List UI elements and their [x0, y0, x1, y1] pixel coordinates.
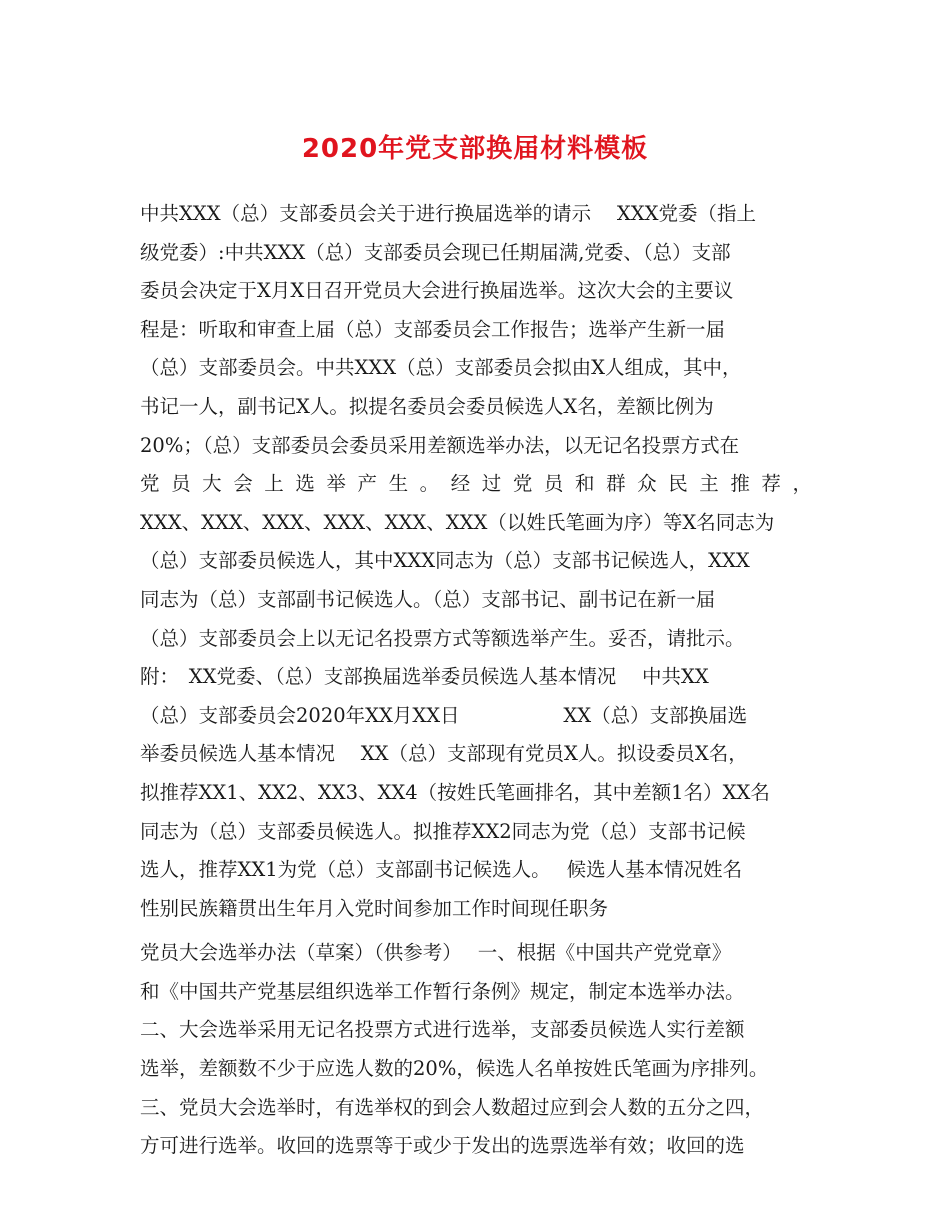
document-title: 2020年党支部换届材料模板 — [301, 134, 649, 164]
body-line: 委员会决定于X月X日召开党员大会进行换届选举。这次大会的主要议 — [140, 279, 734, 303]
body-line: 党 员 大 会 上 选 举 产 生 。 经 过 党 员 和 群 众 民 主 推 荐 ， — [140, 472, 812, 496]
document-body — [140, 195, 812, 1166]
body-line: 举委员候选人基本情况 XX（总）支部现有党员X人。拟设委员X名， — [140, 742, 748, 766]
body-line: （总）支部委员候选人，其中XXX同志为（总）支部书记候选人，XXX — [140, 549, 750, 573]
body-line: 20%；（总）支部委员会委员采用差额选举办法，以无记名投票方式在 — [140, 433, 740, 457]
body-line: 选人，推荐XX1为党（总）支部副书记候选人。 候选人基本情况姓名 — [140, 858, 743, 882]
body-line: 和《中国共产党基层组织选举工作暂行条例》规定，制定本选举办法。 — [140, 979, 745, 1003]
body-line: XXX、XXX、XXX、XXX、XXX、XXX（以姓氏笔画为序）等X名同志为 — [140, 510, 775, 534]
body-line: 同志为（总）支部委员候选人。拟推荐XX2同志为党（总）支部书记候 — [140, 819, 746, 843]
body-line: 三、党员大会选举时，有选举权的到会人数超过应到会人数的五分之四， — [140, 1095, 765, 1119]
body-line: 级党委）:中共XXX（总）支部委员会现已任期届满,党委、（总）支部 — [140, 240, 731, 264]
body-line: 选举，差额数不少于应选人数的20%，候选人名单按姓氏笔画为序排列。 — [140, 1057, 769, 1081]
body-line: 程是：听取和审查上届（总）支部委员会工作报告；选举产生新一届 — [140, 317, 726, 341]
body-line: 书记一人，副书记X人。拟提名委员会委员候选人X名，差额比例为 — [140, 394, 714, 418]
body-line: 二、大会选举采用无记名投票方式进行选举，支部委员候选人实行差额 — [140, 1018, 745, 1042]
body-line: 同志为（总）支部副书记候选人。（总）支部书记、副书记在新一届 — [140, 587, 716, 611]
body-line: 方可进行选举。收回的选票等于或少于发出的选票选举有效；收回的选 — [140, 1134, 745, 1158]
body-line: 附： XX党委、（总）支部换届选举委员候选人基本情况 中共XX — [140, 665, 709, 689]
body-line: （总）支部委员会2020年XX月XX日 XX（总）支部换届选 — [140, 703, 748, 727]
body-line: （总）支部委员会上以无记名投票方式等额选举产生。妥否，请批示。 — [140, 626, 745, 650]
body-line: （总）支部委员会。中共XXX（总）支部委员会拟由X人组成，其中， — [140, 356, 742, 380]
body-line: 性别民族籍贯出生年月入党时间参加工作时间现任职务 — [140, 896, 609, 920]
body-line: 拟推荐XX1、XX2、XX3、XX4（按姓氏笔画排名，其中差额1名）XX名 — [140, 780, 770, 804]
body-line: 中共XXX（总）支部委员会关于进行换届选举的请示 XXX党委（指上 — [140, 202, 756, 225]
body-line: 党员大会选举办法（草案）（供参考） 一、根据《中国共产党党章》 — [140, 941, 732, 965]
